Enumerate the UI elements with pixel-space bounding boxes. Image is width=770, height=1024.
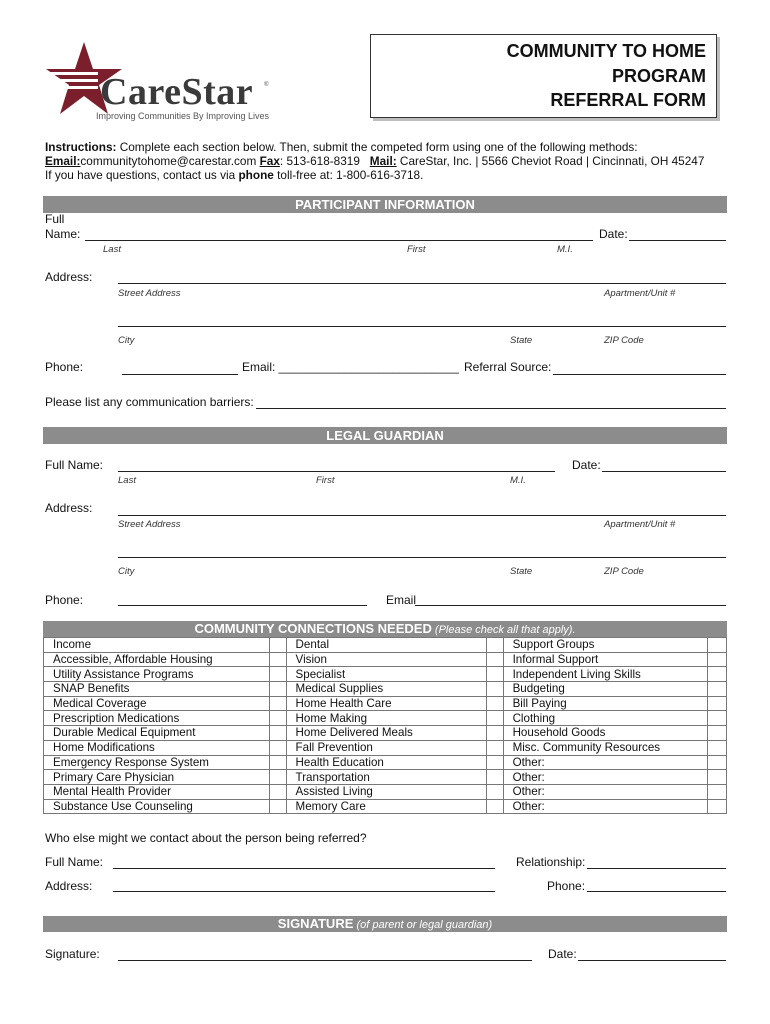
form-title-box	[370, 34, 717, 118]
guardian-date-field[interactable]	[602, 471, 726, 472]
participant-first-caption: First	[407, 244, 426, 255]
participant-address-label: Address:	[45, 270, 93, 284]
participant-street-field[interactable]	[118, 283, 726, 284]
needs-item: Utility Assistance Programs	[44, 667, 270, 682]
needs-checkbox[interactable]	[707, 784, 726, 799]
signature-section-header	[43, 916, 727, 932]
needs-checkbox[interactable]	[486, 711, 503, 726]
participant-full-label: Full	[45, 212, 65, 226]
needs-checkbox[interactable]	[486, 652, 503, 667]
needs-checkbox[interactable]	[486, 696, 503, 711]
needs-checkbox[interactable]	[707, 740, 726, 755]
contact-name-field[interactable]	[113, 868, 495, 869]
participant-street-caption: Street Address	[118, 288, 181, 299]
needs-row	[44, 638, 727, 653]
contact-suffix: toll-free at: 1-800-616-3718.	[273, 168, 424, 182]
instructions-label: Instructions:	[45, 140, 117, 154]
email-method-label: Email:	[45, 154, 81, 168]
needs-checkbox[interactable]	[707, 696, 726, 711]
needs-item: Assisted Living	[286, 784, 486, 799]
needs-checkbox[interactable]	[707, 726, 726, 741]
needs-checkbox[interactable]	[269, 799, 286, 814]
needs-header-title: COMMUNITY CONNECTIONS NEEDED	[194, 621, 432, 636]
needs-item: Health Education	[286, 755, 486, 770]
needs-row	[44, 682, 727, 697]
needs-checklist	[43, 637, 727, 814]
needs-checkbox[interactable]	[707, 711, 726, 726]
needs-checkbox[interactable]	[269, 711, 286, 726]
needs-checkbox[interactable]	[269, 770, 286, 785]
needs-item: Memory Care	[286, 799, 486, 814]
needs-checkbox[interactable]	[486, 740, 503, 755]
guardian-address-label: Address:	[45, 501, 93, 515]
brand-name: CareStar	[100, 71, 254, 113]
needs-item: Budgeting	[503, 682, 707, 697]
contact-relationship-field[interactable]	[587, 868, 726, 869]
needs-checkbox[interactable]	[486, 667, 503, 682]
needs-checkbox[interactable]	[707, 667, 726, 682]
contact-address-field[interactable]	[113, 891, 495, 892]
needs-checkbox[interactable]	[707, 638, 726, 653]
needs-item: Dental	[286, 638, 486, 653]
needs-row	[44, 667, 727, 682]
participant-city-field[interactable]	[118, 326, 726, 327]
guardian-apt-caption: Apartment/Unit #	[604, 519, 676, 530]
needs-row	[44, 799, 727, 814]
participant-state-caption: State	[510, 335, 533, 346]
needs-item: Mental Health Provider	[44, 784, 270, 799]
guardian-last-caption: Last	[118, 475, 136, 486]
contact-phone-word: phone	[238, 168, 274, 182]
needs-item: Medical Coverage	[44, 696, 270, 711]
guardian-street-field[interactable]	[118, 515, 726, 516]
participant-city-caption: City	[118, 335, 135, 346]
needs-item: Emergency Response System	[44, 755, 270, 770]
needs-checkbox[interactable]	[486, 784, 503, 799]
participant-barriers-field[interactable]	[256, 408, 726, 409]
needs-item: Transportation	[286, 770, 486, 785]
needs-row	[44, 755, 727, 770]
participant-phone-label: Phone:	[45, 360, 84, 374]
guardian-city-field[interactable]	[118, 557, 726, 558]
needs-checkbox[interactable]	[707, 799, 726, 814]
needs-checkbox[interactable]	[269, 740, 286, 755]
needs-item: Home Modifications	[44, 740, 270, 755]
guardian-name-field[interactable]	[118, 471, 555, 472]
participant-name-field[interactable]	[85, 240, 593, 241]
needs-item: Other:	[503, 784, 707, 799]
signature-header-note: (of parent or legal guardian)	[353, 919, 493, 931]
fax-method-label: Fax	[259, 154, 280, 168]
registered-mark: ®	[264, 82, 269, 88]
title-line-1: COMMUNITY TO HOME	[506, 41, 706, 61]
needs-checkbox[interactable]	[269, 755, 286, 770]
needs-item: Medical Supplies	[286, 682, 486, 697]
guardian-city-caption: City	[118, 566, 135, 577]
needs-row	[44, 784, 727, 799]
needs-checkbox[interactable]	[486, 682, 503, 697]
needs-row	[44, 740, 727, 755]
needs-item: Vision	[286, 652, 486, 667]
guardian-date-label: Date:	[572, 458, 601, 472]
participant-mi-caption: M.I.	[557, 244, 573, 255]
needs-item: Clothing	[503, 711, 707, 726]
contact-phone-field[interactable]	[587, 891, 726, 892]
email-method-value: communitytohome@carestar.com	[80, 154, 257, 168]
participant-date-label: Date:	[599, 227, 628, 241]
contact-prefix: If you have questions, contact us via	[45, 168, 239, 182]
needs-checkbox[interactable]	[269, 696, 286, 711]
participant-referral-label: Referral Source:	[464, 360, 552, 374]
needs-row	[44, 711, 727, 726]
guardian-first-caption: First	[316, 475, 335, 486]
needs-checkbox[interactable]	[486, 726, 503, 741]
guardian-full-name-label: Full Name:	[45, 458, 104, 472]
needs-item: Informal Support	[503, 652, 707, 667]
guardian-phone-label: Phone:	[45, 593, 84, 607]
needs-checkbox[interactable]	[486, 638, 503, 653]
brand-tagline: Improving Communities By Improving Lives	[96, 111, 270, 121]
signature-date-label: Date:	[548, 947, 577, 961]
needs-item: Income	[44, 638, 270, 653]
participant-phone-field[interactable]	[122, 374, 238, 375]
needs-checkbox[interactable]	[707, 770, 726, 785]
needs-row	[44, 652, 727, 667]
needs-checkbox[interactable]	[269, 638, 286, 653]
needs-item: Home Health Care	[286, 696, 486, 711]
needs-checkbox[interactable]	[486, 770, 503, 785]
mail-method-label: Mail:	[369, 154, 397, 168]
needs-item: Primary Care Physician	[44, 770, 270, 785]
needs-checkbox[interactable]	[707, 755, 726, 770]
guardian-state-caption: State	[510, 566, 533, 577]
needs-row	[44, 726, 727, 741]
participant-zip-caption: ZIP Code	[604, 335, 644, 346]
needs-item: Other:	[503, 799, 707, 814]
signature-label: Signature:	[45, 947, 100, 961]
participant-name-label: Name:	[45, 227, 81, 241]
needs-item: Home Making	[286, 711, 486, 726]
signature-date-field[interactable]	[578, 960, 726, 961]
needs-checkbox[interactable]	[269, 682, 286, 697]
participant-section-header: PARTICIPANT INFORMATION	[43, 196, 727, 213]
needs-item: Support Groups	[503, 638, 707, 653]
participant-apt-caption: Apartment/Unit #	[604, 288, 676, 299]
needs-item: Specialist	[286, 667, 486, 682]
participant-email-label[interactable]: Email: ___________________________	[242, 360, 459, 374]
needs-checkbox[interactable]	[486, 799, 503, 814]
contact-full-name-label: Full Name:	[45, 855, 104, 869]
contact-relationship-label: Relationship:	[516, 855, 586, 869]
guardian-email-field[interactable]	[415, 605, 726, 606]
needs-checkbox[interactable]	[269, 726, 286, 741]
needs-checkbox[interactable]	[707, 652, 726, 667]
title-line-3: REFERRAL FORM	[550, 90, 706, 110]
needs-item: Substance Use Counseling	[44, 799, 270, 814]
needs-checkbox[interactable]	[269, 667, 286, 682]
guardian-phone-field[interactable]	[118, 605, 367, 606]
needs-checkbox[interactable]	[486, 755, 503, 770]
needs-checkbox[interactable]	[269, 652, 286, 667]
needs-item: Misc. Community Resources	[503, 740, 707, 755]
participant-barriers-label: Please list any communication barriers:	[45, 395, 254, 409]
contact-address-label: Address:	[45, 879, 93, 893]
signature-header-title: SIGNATURE	[277, 916, 354, 931]
guardian-mi-caption: M.I.	[510, 475, 526, 486]
participant-last-caption: Last	[103, 244, 121, 255]
needs-item: Durable Medical Equipment	[44, 726, 270, 741]
needs-item: Household Goods	[503, 726, 707, 741]
needs-row	[44, 696, 727, 711]
needs-item: SNAP Benefits	[44, 682, 270, 697]
guardian-zip-caption: ZIP Code	[604, 566, 644, 577]
contact-question: Who else might we contact about the person being referred?	[45, 831, 367, 845]
needs-checkbox[interactable]	[269, 784, 286, 799]
contact-phone-label: Phone:	[547, 879, 586, 893]
needs-item: Home Delivered Meals	[286, 726, 486, 741]
instructions-text: Complete each section below. Then, submit the competed form using one of the following methods:	[116, 140, 638, 154]
participant-date-field[interactable]	[629, 240, 726, 241]
instructions	[45, 140, 735, 182]
needs-item: Accessible, Affordable Housing	[44, 652, 270, 667]
participant-referral-field[interactable]	[553, 374, 726, 375]
needs-row	[44, 770, 727, 785]
needs-item: Bill Paying	[503, 696, 707, 711]
guardian-email-label: Email	[386, 593, 417, 607]
needs-checkbox[interactable]	[707, 682, 726, 697]
needs-item: Other:	[503, 755, 707, 770]
guardian-section-header: LEGAL GUARDIAN	[43, 427, 727, 444]
needs-item: Independent Living Skills	[503, 667, 707, 682]
needs-section-header	[43, 621, 727, 637]
fax-method-value: : 513-618-8319	[279, 154, 360, 168]
needs-item: Fall Prevention	[286, 740, 486, 755]
needs-header-note: (Please check all that apply).	[431, 624, 576, 636]
mail-method-value: CareStar, Inc. | 5566 Cheviot Road | Cincinnati, OH 45247	[396, 154, 705, 168]
guardian-street-caption: Street Address	[118, 519, 181, 530]
needs-item: Prescription Medications	[44, 711, 270, 726]
title-line-2: PROGRAM	[612, 66, 706, 86]
signature-field[interactable]	[118, 960, 532, 961]
needs-item: Other:	[503, 770, 707, 785]
